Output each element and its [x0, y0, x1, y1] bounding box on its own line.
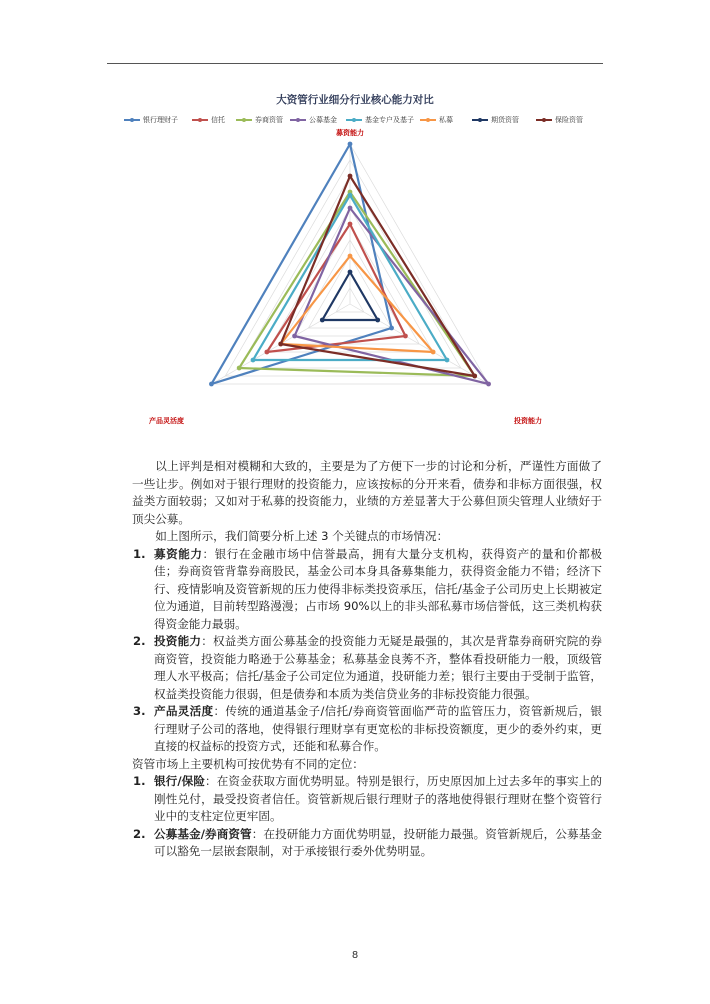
list-number: 3. [133, 704, 146, 718]
axis-label-left: 产品灵活度 [149, 417, 184, 425]
list-item [132, 546, 602, 634]
list-number: 1. [133, 774, 146, 788]
list-label: 募资能力 [154, 546, 203, 561]
list-item [132, 826, 602, 861]
legend-label: 公募基金 [309, 116, 337, 124]
data-point [348, 206, 353, 211]
page-number: 8 [351, 950, 359, 961]
legend-label: 券商资管 [255, 116, 283, 124]
data-point [375, 318, 380, 323]
data-point [348, 193, 353, 198]
list-item [132, 703, 602, 756]
legend-label: 保险资管 [555, 116, 583, 124]
legend-label: 银行理财子 [143, 116, 178, 124]
list-text: ：权益类方面公募基金的投资能力无疑是最强的，其次是背靠券商研究院的券商资管，投资能力略逊于公募基金；私募基金良莠不齐，整体看投研能力一般，顶级管理人水平极高；信托/基金子公司定位为通道，投研能力差；银行主要由于受制于监管，权益类投资能力很弱，但是债券和本质为类信贷业务的非标投资能力很强。 [154, 634, 602, 701]
chart-title: 大资管行业细分行业核心能力对比 [276, 94, 434, 106]
data-point [348, 174, 353, 179]
axis-label-right: 投资能力 [514, 417, 542, 425]
data-point [403, 334, 408, 339]
paragraph-1: 以上评判是相对模糊和大致的，主要是为了方便下一步的讨论和分析，严谨性方面做了一些让步。例如对于银行理财的投资能力，应该按标的分开来看，债券和非标方面很强，权益类方面较弱；又如对于私募的投资能力，业绩的方差显著大于公募但顶尖管理人业绩好于顶尖公募。 [132, 459, 602, 526]
list-label: 产品灵活度 [154, 704, 214, 718]
data-point [278, 342, 283, 347]
radar-chart [0, 0, 710, 450]
list-text: ：银行在金融市场中信誉最高，拥有大量分支机构，获得资产的量和价都极佳；券商资管背靠券商股民，基金公司本身具备募集能力，获得资金能力不错；经济下行、疫情影响及资管新规的压力使得非标类投资承压，信托/基金子公司历史上长期被定位为通道，目前转型路漫漫；占市场 90%以上的非头部私募市场信誉低，这三类机构获得资金能力最弱。 [154, 546, 602, 631]
positioning-list [132, 773, 602, 861]
list-number: 1. [133, 546, 146, 561]
key-points-list [132, 546, 602, 756]
legend-label: 私募 [439, 116, 453, 124]
list-label: 投资能力 [154, 634, 202, 648]
data-point [472, 374, 477, 379]
list-item [132, 633, 602, 703]
data-point [320, 318, 325, 323]
list-text: ：在资金获取方面优势明显。特别是银行，历史原因加上过去多年的事实上的刚性兑付，最受投资者信任。资管新规后银行理财子的落地使得银行理财在整个资管行业中的支柱定位更牢固。 [154, 774, 602, 823]
data-point [348, 222, 353, 227]
data-point [292, 334, 297, 339]
list-text: ：传统的通道基金子/信托/券商资管面临严苛的监管压力，资管新规后，银行理财子公司的落地，使得银行理财享有更宽松的非标投资额度，更少的委外约束，更直接的权益标的投资方式，还能和私募合作。 [154, 704, 602, 753]
data-point [445, 358, 450, 363]
list-item [132, 773, 602, 826]
list-label: 公募基金/券商资管 [154, 826, 252, 841]
data-point [431, 350, 436, 355]
data-point [237, 366, 242, 371]
legend-label: 期货资管 [491, 116, 519, 124]
legend-label: 基金专户及基子 [365, 116, 414, 124]
paragraph-3: 资管市场上主要机构可按优势有不同的定位： [132, 756, 364, 771]
legend-label: 信托 [211, 116, 225, 124]
data-point [348, 270, 353, 275]
list-number: 2. [133, 826, 146, 841]
axis-label-top: 募资能力 [336, 129, 364, 137]
list-number: 2. [133, 634, 146, 648]
data-point [348, 254, 353, 259]
data-point [209, 382, 214, 387]
data-point [486, 382, 491, 387]
data-point [389, 326, 394, 331]
paragraph-2: 如上图所示，我们简要分析上述 3 个关键点的市场情况： [155, 529, 449, 543]
data-point [348, 142, 353, 147]
list-label: 银行/保险 [154, 774, 206, 788]
data-point [251, 358, 256, 363]
list-text: ：在投研能力方面优势明显，投研能力最强。资管新规后，公募基金可以豁免一层嵌套限制，对于承接银行委外优势明显。 [154, 826, 602, 858]
data-point [264, 350, 269, 355]
body-text [132, 458, 602, 861]
